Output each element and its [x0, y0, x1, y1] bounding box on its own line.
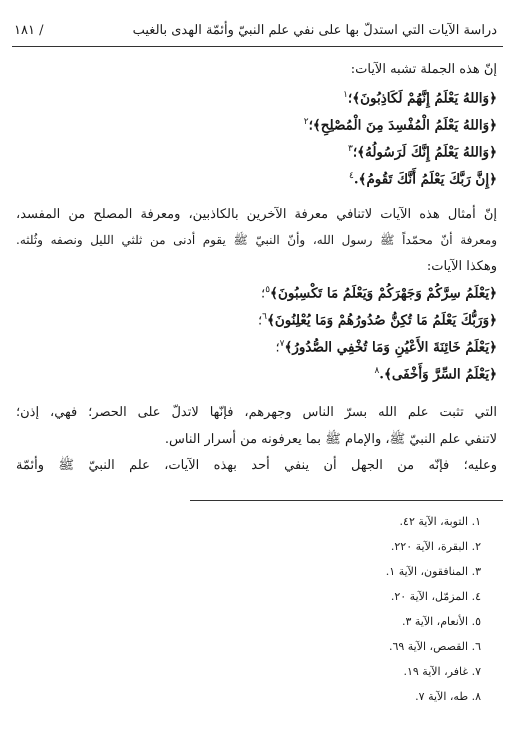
footnote: ١. التوبة، الآية ٤٢. [399, 515, 481, 528]
footnote: ٢. البقرة، الآية ٢٢٠. [390, 540, 481, 553]
footnote: ٣. المنافقون، الآية ١. [385, 565, 481, 578]
verse-line [275, 339, 497, 355]
verse-end-mark: ؛ [261, 286, 266, 302]
body-text-line: التي تثبت علم الله بسرّ الناس وجهرهم، فإنّها لاتدلّ على الحصر؛ فهي، إذن؛ [16, 405, 497, 420]
verse-line [349, 171, 497, 187]
verse-text: ﴿وَاللهُ يَعْلَمُ إِنَّهُمْ لَكَاذِبُونَ﴾؛ [347, 90, 497, 107]
footnote: ٤. المزمّل، الآية ٢٠. [390, 590, 481, 603]
verse-line [348, 144, 497, 160]
footnote-ref: ٥ [265, 285, 271, 295]
verse-line [258, 312, 497, 328]
footnote: ٧. غافر، الآية ١٩. [403, 665, 481, 678]
verse-text: ﴿يَعْلَمُ السِّرَّ وَأَخْفَى﴾. [379, 366, 497, 383]
verse-text: ﴿وَاللهُ يَعْلَمُ إِنَّكَ لَرَسُولُهُ﴾؛ [352, 144, 497, 161]
header-page-group [14, 23, 43, 38]
body-text-line: لاتنفي علم النبيّ ﷺ، والإمام ﷺ بما يعرفونه من أسرار الناس. [164, 432, 497, 447]
footnote: ٥. الأنعام، الآية ٣. [401, 615, 481, 628]
verse-text: ﴿يَعْلَمُ سِرَّكُمْ وَجَهْرَكُمْ وَيَعْلَمُ مَا تَكْسِبُونَ﴾ [270, 285, 497, 302]
body-text-line: وعليه؛ فإنّه من الجهل أن ينفي أحد بهذه الآيات، علم النبيّ ﷺ وأئمّة [16, 458, 497, 473]
header-rule [12, 46, 503, 47]
footnote-rule [190, 500, 503, 501]
footnote-ref: ٢ [303, 117, 309, 127]
verse-text: ﴿وَرَبُّكَ يَعْلَمُ مَا تُكِنُّ صُدُورُهُمْ وَمَا يُعْلِنُونَ﴾ [266, 312, 497, 329]
verse-end-mark: ؛ [275, 340, 280, 356]
footnote-ref: ٣ [348, 144, 353, 154]
footnote-ref: ٤ [348, 171, 354, 181]
footnote-ref: ١ [343, 90, 348, 100]
body-text-line: ومعرفة أنّ محمّداً ﷺ رسول الله، وأنّ النبيّ ﷺ يقوم أدنى من ثلثي الليل ونصفه وثُلثه. [16, 233, 497, 247]
running-header [14, 16, 497, 44]
verse-line [343, 90, 497, 106]
verse-text: ﴿يَعْلَمُ خَائِنَةَ الأَعْيُنِ وَمَا تُخْفِي الصُّدُورُ﴾ [284, 339, 497, 356]
body-text-line: وهكذا الآيات: [426, 259, 497, 274]
verse-line [304, 117, 497, 133]
footnote: ٦. القصص، الآية ٦٩. [388, 640, 481, 653]
body-text-line: إنّ أمثال هذه الآيات لاتنافي معرفة الآخرين بالكاذبين، ومعرفة المصلح من المفسد، [16, 207, 497, 222]
header-title: دراسة الآيات التي استدلّ بها على نفي علم النبيّ وأئمّة الهدى بالغيب [132, 22, 497, 38]
verse-end-mark: ؛ [258, 313, 263, 329]
verse-text: ﴿إِنَّ رَبَّكَ يَعْلَمُ أَنَّكَ تَقُومُ﴾. [353, 171, 497, 188]
intro-line: إنّ هذه الجملة تشبه الآيات: [350, 62, 497, 77]
verse-text: ﴿وَاللهُ يَعْلَمُ الْمُفْسِدَ مِنَ الْمُصْلِحِ﴾؛ [308, 117, 497, 134]
footnote-ref: ٨ [374, 366, 380, 376]
footnote-ref: ٦ [262, 312, 267, 322]
verse-line [261, 285, 497, 301]
verse-line [374, 366, 497, 382]
footnote: ٨. طه، الآية ٧. [415, 690, 481, 703]
footnote-ref: ٧ [279, 339, 285, 349]
header-separator: / [39, 22, 44, 38]
page-number: ١٨١ [14, 22, 35, 38]
